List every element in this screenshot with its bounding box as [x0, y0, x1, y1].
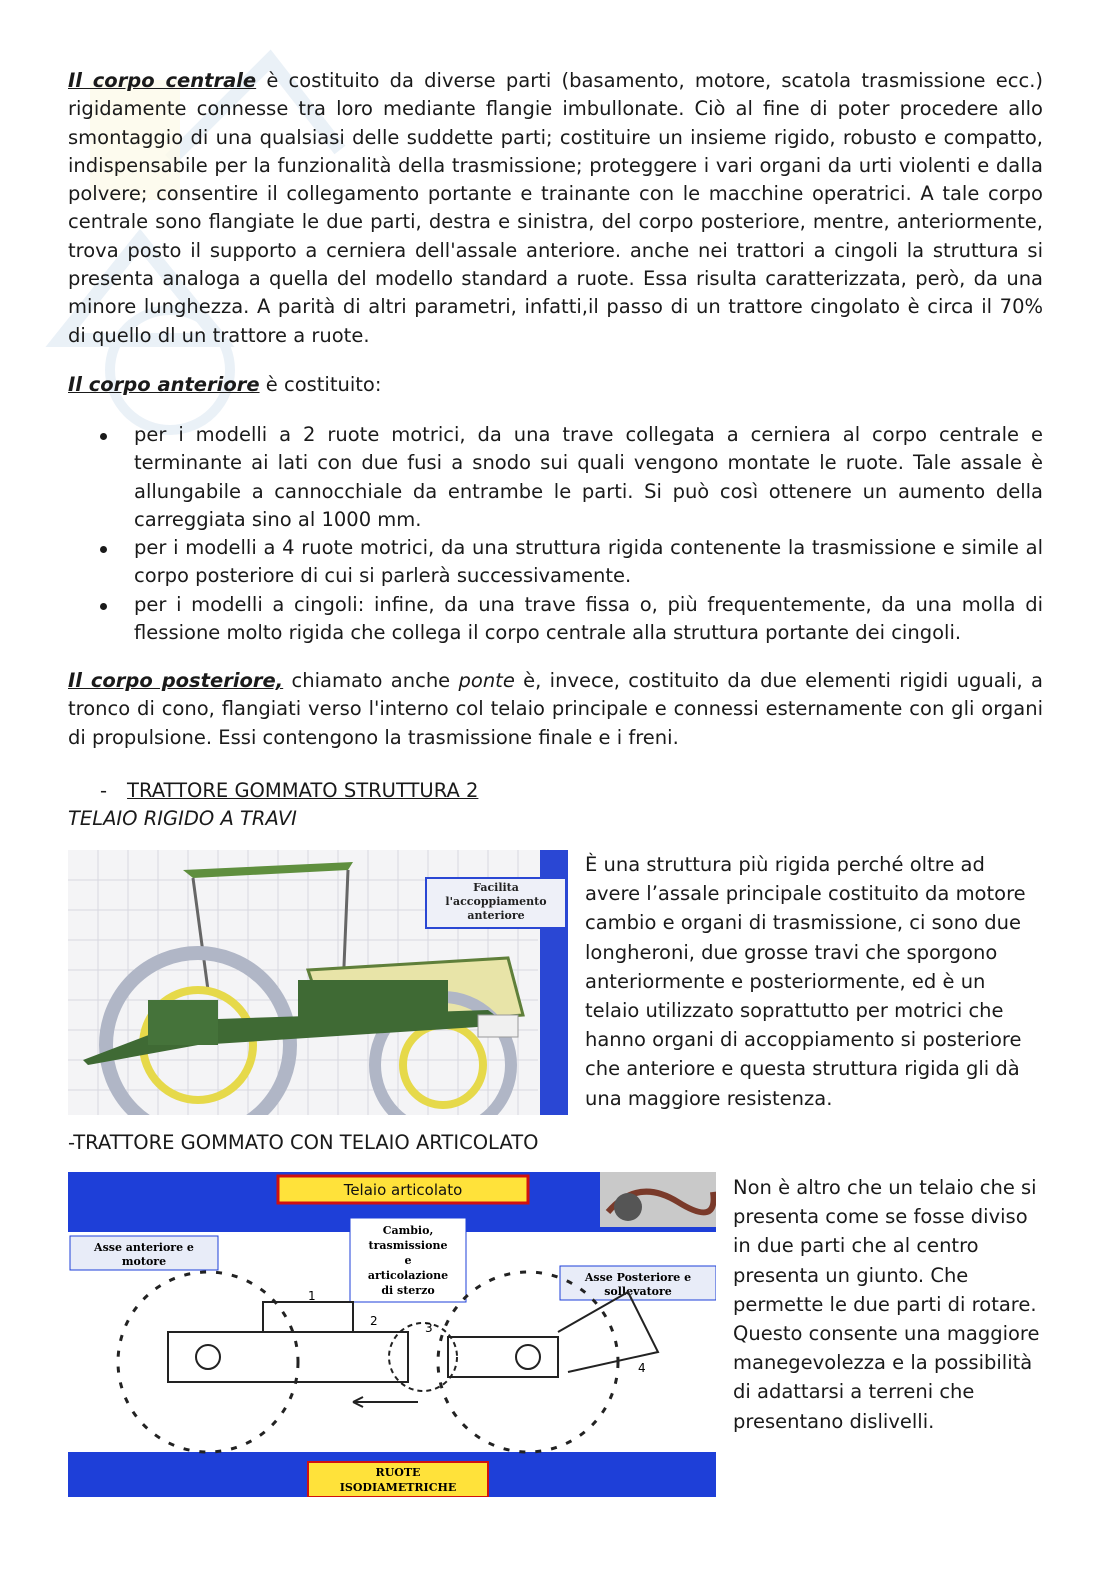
heading-corpo-anteriore: Il corpo anteriore — [68, 373, 260, 396]
bullet-icon — [100, 546, 107, 553]
fig2-description: Non è altro che un telaio che si presenta come se fosse diviso in due parti che al centro presenta un giunto. Che permette le due parti di rotare. Questo consente una maggiore manegevolezza e la possibilità di adattarsi a terreni che presentano dislivelli. — [733, 1176, 1040, 1433]
svg-text:e: e — [404, 1254, 412, 1267]
svg-text:l'accoppiamento: l'accoppiamento — [445, 895, 547, 908]
paragraph-text: è costituito da diverse parti (basamento, motore, scatola trasmissione ecc.) rigidamente connesse tra loro mediante flangie imbullonate. Ciò al fine di poter procedere allo smontaggio di una qualsiasi delle suddette parti; costituire un insieme rigido, robusto e compatto, indispensabile per la funzionalità della trasmissione; proteggere i vari organi da urti violenti e dalla polvere; consentire il collegamento portante e trainante con le macchine operatrici. A tale corpo centrale sono flangiate le due parti, destra e sinistra, del corpo posteriore, mentre, anteriormente, trova posto il supporto a cerniera dell'assale anteriore. anche nei trattori a cingoli la struttura si presenta analoga a quella del modello standard a ruote. Essa risulta caratterizzata, però, da una minore lunghezza. A parità di altri parametri, infatti,il passo di un trattore cingolato è circa il 70% di quello dl un trattore a ruote. — [68, 69, 1043, 347]
list-item: per i modelli a 4 ruote motrici, da una struttura rigida contenente la trasmissione e simile al corpo posteriore di cui si parlerà successivamente. — [68, 534, 1043, 591]
section-heading-struttura-2: - TRATTORE GOMMATO STRUTTURA 2 — [100, 779, 479, 802]
bullet-icon — [100, 433, 107, 440]
svg-text:ISODIAMETRICHE: ISODIAMETRICHE — [339, 1481, 457, 1494]
bullet-list — [68, 421, 1043, 647]
figure-telaio-rigido — [68, 850, 568, 1115]
svg-text:3: 3 — [425, 1321, 433, 1335]
figure-telaio-articolato — [68, 1172, 716, 1497]
svg-text:articolazione: articolazione — [367, 1269, 449, 1282]
svg-text:Asse Posteriore e: Asse Posteriore e — [584, 1271, 692, 1284]
section-heading-telaio-articolato: -TRATTORE GOMMATO CON TELAIO ARTICOLATO — [68, 1131, 539, 1154]
svg-text:sollevatore: sollevatore — [604, 1285, 672, 1298]
fig1-description: È una struttura più rigida perché oltre ad avere l’assale principale costituito da motore cambio e organi di trasmissione, ci sono due longheroni, due grosse travi che sporgono anteriormente e posteriormente, ed è un telaio utilizzato soprattutto per motrici che hanno organi di accoppiamento si posteriore che anteriore e questa struttura rigida gli dà una maggiore resistenza. — [585, 853, 1026, 1110]
svg-text:RUOTE: RUOTE — [375, 1466, 421, 1479]
paragraph-corpo-anteriore — [68, 371, 1043, 399]
svg-text:di sterzo: di sterzo — [381, 1284, 435, 1297]
bullet-icon — [100, 603, 107, 610]
paragraph-corpo-centrale — [68, 67, 1043, 350]
svg-text:2: 2 — [370, 1314, 378, 1328]
svg-text:motore: motore — [121, 1255, 167, 1268]
figure-banner: Telaio articolato — [343, 1181, 463, 1199]
svg-text:trasmissione: trasmissione — [368, 1239, 448, 1252]
section-subtitle: TELAIO RIGIDO A TRAVI — [68, 807, 297, 830]
svg-text:Cambio,: Cambio, — [382, 1224, 434, 1237]
paragraph-corpo-posteriore: Il corpo posteriore, chiamato anche ponte è, invece, costituito da due elementi rigidi uguali, a tronco di cono, flangiati verso l'interno col telaio principale e connessi esternamente con gli organi di propulsione. Essi contengono la trasmissione finale e i freni. — [68, 669, 1044, 749]
heading-corpo-centrale: Il corpo centrale — [68, 69, 257, 92]
svg-text:anteriore: anteriore — [467, 909, 525, 922]
svg-text:4: 4 — [638, 1361, 646, 1375]
heading-corpo-posteriore: Il corpo posteriore, — [68, 669, 284, 692]
list-item: per i modelli a 2 ruote motrici, da una trave collegata a cerniera al corpo centrale e terminante ai lati con due fusi a snodo sui quali vengono montate le ruote. Tale assale è allungabile a cannocchiale da entrambe le parti. Si può così ottenere un aumento della carreggiata sino al 1000 mm. — [68, 421, 1043, 534]
svg-text:1: 1 — [308, 1289, 316, 1303]
svg-text:Asse anteriore e: Asse anteriore e — [94, 1241, 194, 1254]
figure-label: Facilita — [473, 881, 519, 894]
paragraph-text: è costituito: — [259, 373, 382, 396]
list-item: per i modelli a cingoli: infine, da una trave fissa o, più frequentemente, da una molla di flessione molto rigida che collega il corpo centrale alla struttura portante dei cingoli. — [68, 591, 1043, 648]
